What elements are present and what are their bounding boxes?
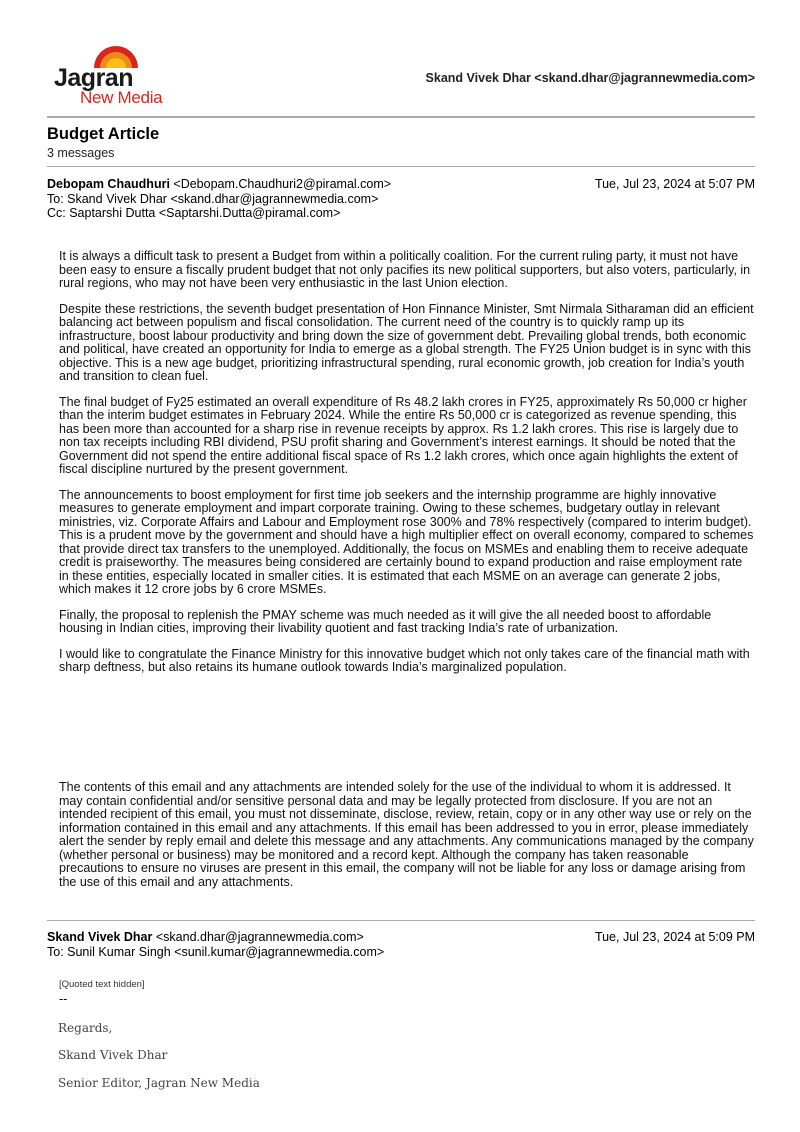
recipient-cc: Cc: Saptarshi Dutta <Saptarshi.Dutta@piramal.com> [47, 206, 341, 220]
body-paragraph: It is always a difficult task to present a Budget from within a politically coalition. For the current ruling party, it must not have been easy to ensure a fiscally prudent budget that not only pacifies its new political supporters, but also voters, particularly, in rural regions, who may not have been very enthusiastic in the last Union election. [59, 249, 751, 290]
message-date: Tue, Jul 23, 2024 at 5:09 PM [594, 930, 755, 944]
body-paragraph: The final budget of Fy25 estimated an overall expenditure of Rs 48.2 lakh crores in FY25, approximately Rs 50,000 cr higher than the interim budget estimates in February 2024. While the entire Rs 50,000 cr is categorized as revenue spending, this has been more than accounted for a sharp rise in revenue receipts by approx. Rs 1.2 lakh crores. This rise is largely due to non tax receipts including RBI dividend, PSU profit sharing and Government’s interest earnings. It should be noted that the Government did not spend the entire additional fiscal space of Rs 1.2 lakh crores, which once again highlights the extent of fiscal discipline nurtured by the present government. [59, 394, 747, 476]
message-divider [47, 920, 755, 921]
signature-separator: -- [59, 992, 68, 1006]
signature-line: Regards, [58, 1021, 113, 1035]
body-paragraph: I would like to congratulate the Finance Ministry for this innovative budget which not only takes care of the financial math with sharp deftness, but also retains its humane outlook towards India’s marginalized population. [59, 646, 750, 674]
signature-line: Skand Vivek Dhar [58, 1048, 168, 1062]
disclaimer-text: The contents of this email and any attachments are intended solely for the use of the individual to whom it is addressed. It may contain confidential and/or sensitive personal data and may be legally protected from disclosure. If you are not an intended recipient of this email, you must not disseminate, disclose, review, retain, copy or in any other way use or rely on the information contained in this email and any attachments. If this email has been addressed to you in error, please immediately alert the sender by reply email and delete this message and any attachments. Any communications managed by the company (whether personal or business) may be monitored and a record kept. Although the company has taken reasonable precautions to ensure no viruses are present in this email, the company will not be liable for any loss or damage arising from the use of this email and any attachments. [59, 780, 754, 889]
body-paragraph: Finally, the proposal to replenish the PMAY scheme was much needed as it will give the all needed boost to affordable housing in Indian cities, improving their livability quotient and fast tracking India’s rate of urbanization. [59, 607, 712, 635]
page-header [47, 44, 755, 114]
sender-name[interactable]: Skand Vivek Dhar [47, 930, 153, 944]
message-body [59, 250, 755, 687]
recipient-to: To: Skand Vivek Dhar <skand.dhar@jagrannewmedia.com> [47, 191, 379, 206]
message-header [47, 930, 755, 959]
body-paragraph: Despite these restrictions, the seventh budget presentation of Hon Finnance Minister, Smt Nirmala Sitharaman did an efficient balancing act between populism and fiscal consolidation. The current need of the country is to quickly ramp up its infrastructure, boost labour productivity and bring down the size of government debt. Prevailing global trends, both economic and political, have created an opportunity for India to emerge as a global strength. The FY25 Union budget is in sync with this objective. This is a new age budget, prioritizing infrastructural spending, rural economic growth, job creation for India’s youth and transition to clean fuel. [59, 301, 754, 383]
sender-email[interactable]: <Debopam.Chaudhuri2@piramal.com> [173, 177, 392, 191]
message-header [47, 177, 755, 221]
logo-word-jagran: Jagran [54, 64, 133, 92]
sender-name[interactable]: Debopam Chaudhuri [47, 177, 170, 191]
sender-email[interactable]: <skand.dhar@jagrannewmedia.com> [155, 930, 364, 944]
quoted-text-toggle[interactable]: [Quoted text hidden] [59, 979, 145, 990]
message-count: 3 messages [47, 146, 115, 160]
message-divider [47, 166, 755, 167]
message-date: Tue, Jul 23, 2024 at 5:07 PM [594, 177, 755, 191]
recipient-to: To: Sunil Kumar Singh <sunil.kumar@jagrannewmedia.com> [47, 944, 385, 959]
header-divider [47, 116, 755, 118]
signature-line: Senior Editor, Jagran New Media [58, 1076, 260, 1090]
body-paragraph: The announcements to boost employment for first time job seekers and the internship programme are highly innovative measures to generate employment and impart corporate training. Owing to these schemes, budgetary outlay in relevant ministries, viz. Corporate Affairs and Labour and Employment rose 300% and 78% respectively (compared to interim budget). This is a prudent move by the government and should have a high multiplier effect on overall economy, compared to schemes that provide direct tax transfers to the unemployed. Additionally, the focus on MSMEs and enabling them to receive adequate credit is praiseworthy. The measures being considered are certainly bound to expand production and raise employment rate in these entities, especially located in smaller cities. It is estimated that each MSME on an average can generate 2 jobs, which makes it 12 crore jobs by 6 crore MSMEs. [59, 487, 754, 596]
jagran-new-media-logo [54, 44, 184, 110]
logo-word-new-media: New Media [80, 88, 163, 107]
account-label: Skand Vivek Dhar <skand.dhar@jagrannewmedia.com> [425, 71, 755, 85]
thread-subject: Budget Article [47, 125, 160, 143]
email-disclaimer [59, 781, 755, 901]
